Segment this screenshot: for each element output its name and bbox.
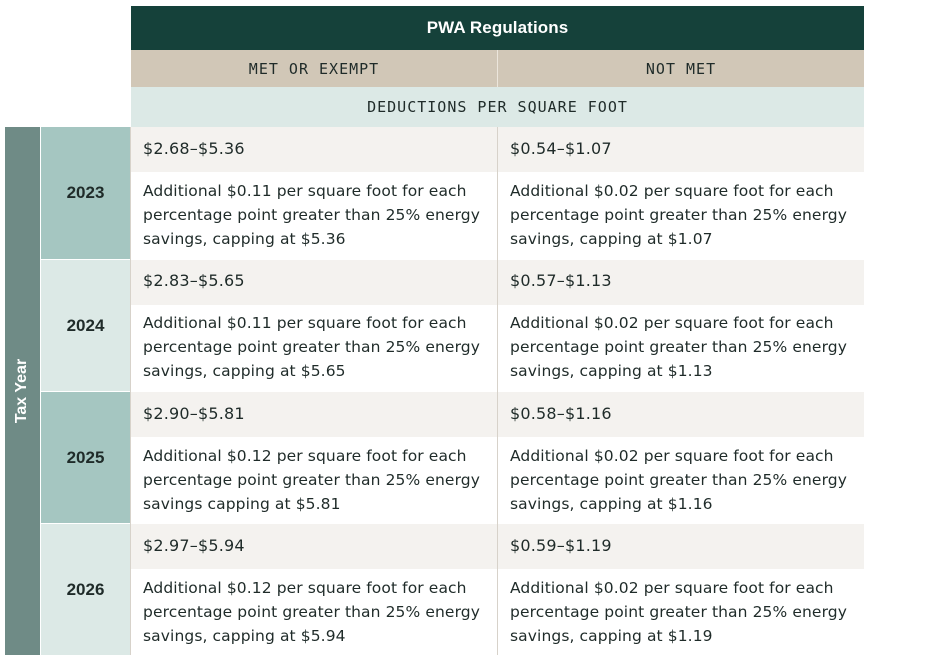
header-divider [497, 50, 498, 87]
met-range-2024: $2.83–$5.65 [143, 271, 245, 290]
notmet-desc-2024: Additional $0.02 per square foot for each percentage point greater than 25% energy savings, capping at $1.13 [510, 314, 847, 380]
year-cell-2025: 2025 [41, 392, 130, 523]
subheader-deductions: DEDUCTIONS PER SQUARE FOOT [131, 87, 864, 127]
notmet-range-2023: $0.54–$1.07 [510, 139, 612, 158]
met-desc-2023: Additional $0.11 per square foot for each percentage point greater than 25% energy savings, capping at $5.36 [143, 182, 480, 248]
met-range-2025: $2.90–$5.81 [143, 404, 245, 423]
notmet-desc-2025: Additional $0.02 per square foot for each percentage point greater than 25% energy savings, capping at $1.16 [510, 447, 847, 513]
met-desc-2026: Additional $0.12 per square foot for each percentage point greater than 25% energy savings, capping at $5.94 [143, 579, 480, 645]
tax-year-label-band [5, 127, 40, 655]
notmet-range-2025: $0.58–$1.16 [510, 404, 612, 423]
notmet-range-2026: $0.59–$1.19 [510, 536, 612, 555]
column-header-not-met: NOT MET [498, 50, 864, 87]
column-divider-line [497, 127, 498, 655]
met-range-2026: $2.97–$5.94 [143, 536, 245, 555]
met-range-2023: $2.68–$5.36 [143, 139, 245, 158]
year-cell-2023: 2023 [41, 127, 130, 259]
column-header-met-or-exempt: MET OR EXEMPT [131, 50, 497, 87]
year-cell-2024: 2024 [41, 260, 130, 391]
met-desc-2024: Additional $0.11 per square foot for each percentage point greater than 25% energy savings, capping at $5.65 [143, 314, 480, 380]
notmet-desc-2023: Additional $0.02 per square foot for each percentage point greater than 25% energy savings, capping at $1.07 [510, 182, 847, 248]
year-cell-2026: 2026 [41, 524, 130, 655]
notmet-range-2024: $0.57–$1.13 [510, 271, 612, 290]
met-desc-2025: Additional $0.12 per square foot for each percentage point greater than 25% energy savings capping at $5.81 [143, 447, 480, 513]
left-border-line [130, 127, 131, 655]
tax-year-label: Tax Year [13, 358, 31, 424]
notmet-desc-2026: Additional $0.02 per square foot for each percentage point greater than 25% energy savings, capping at $1.19 [510, 579, 847, 645]
table-title: PWA Regulations [131, 6, 864, 50]
